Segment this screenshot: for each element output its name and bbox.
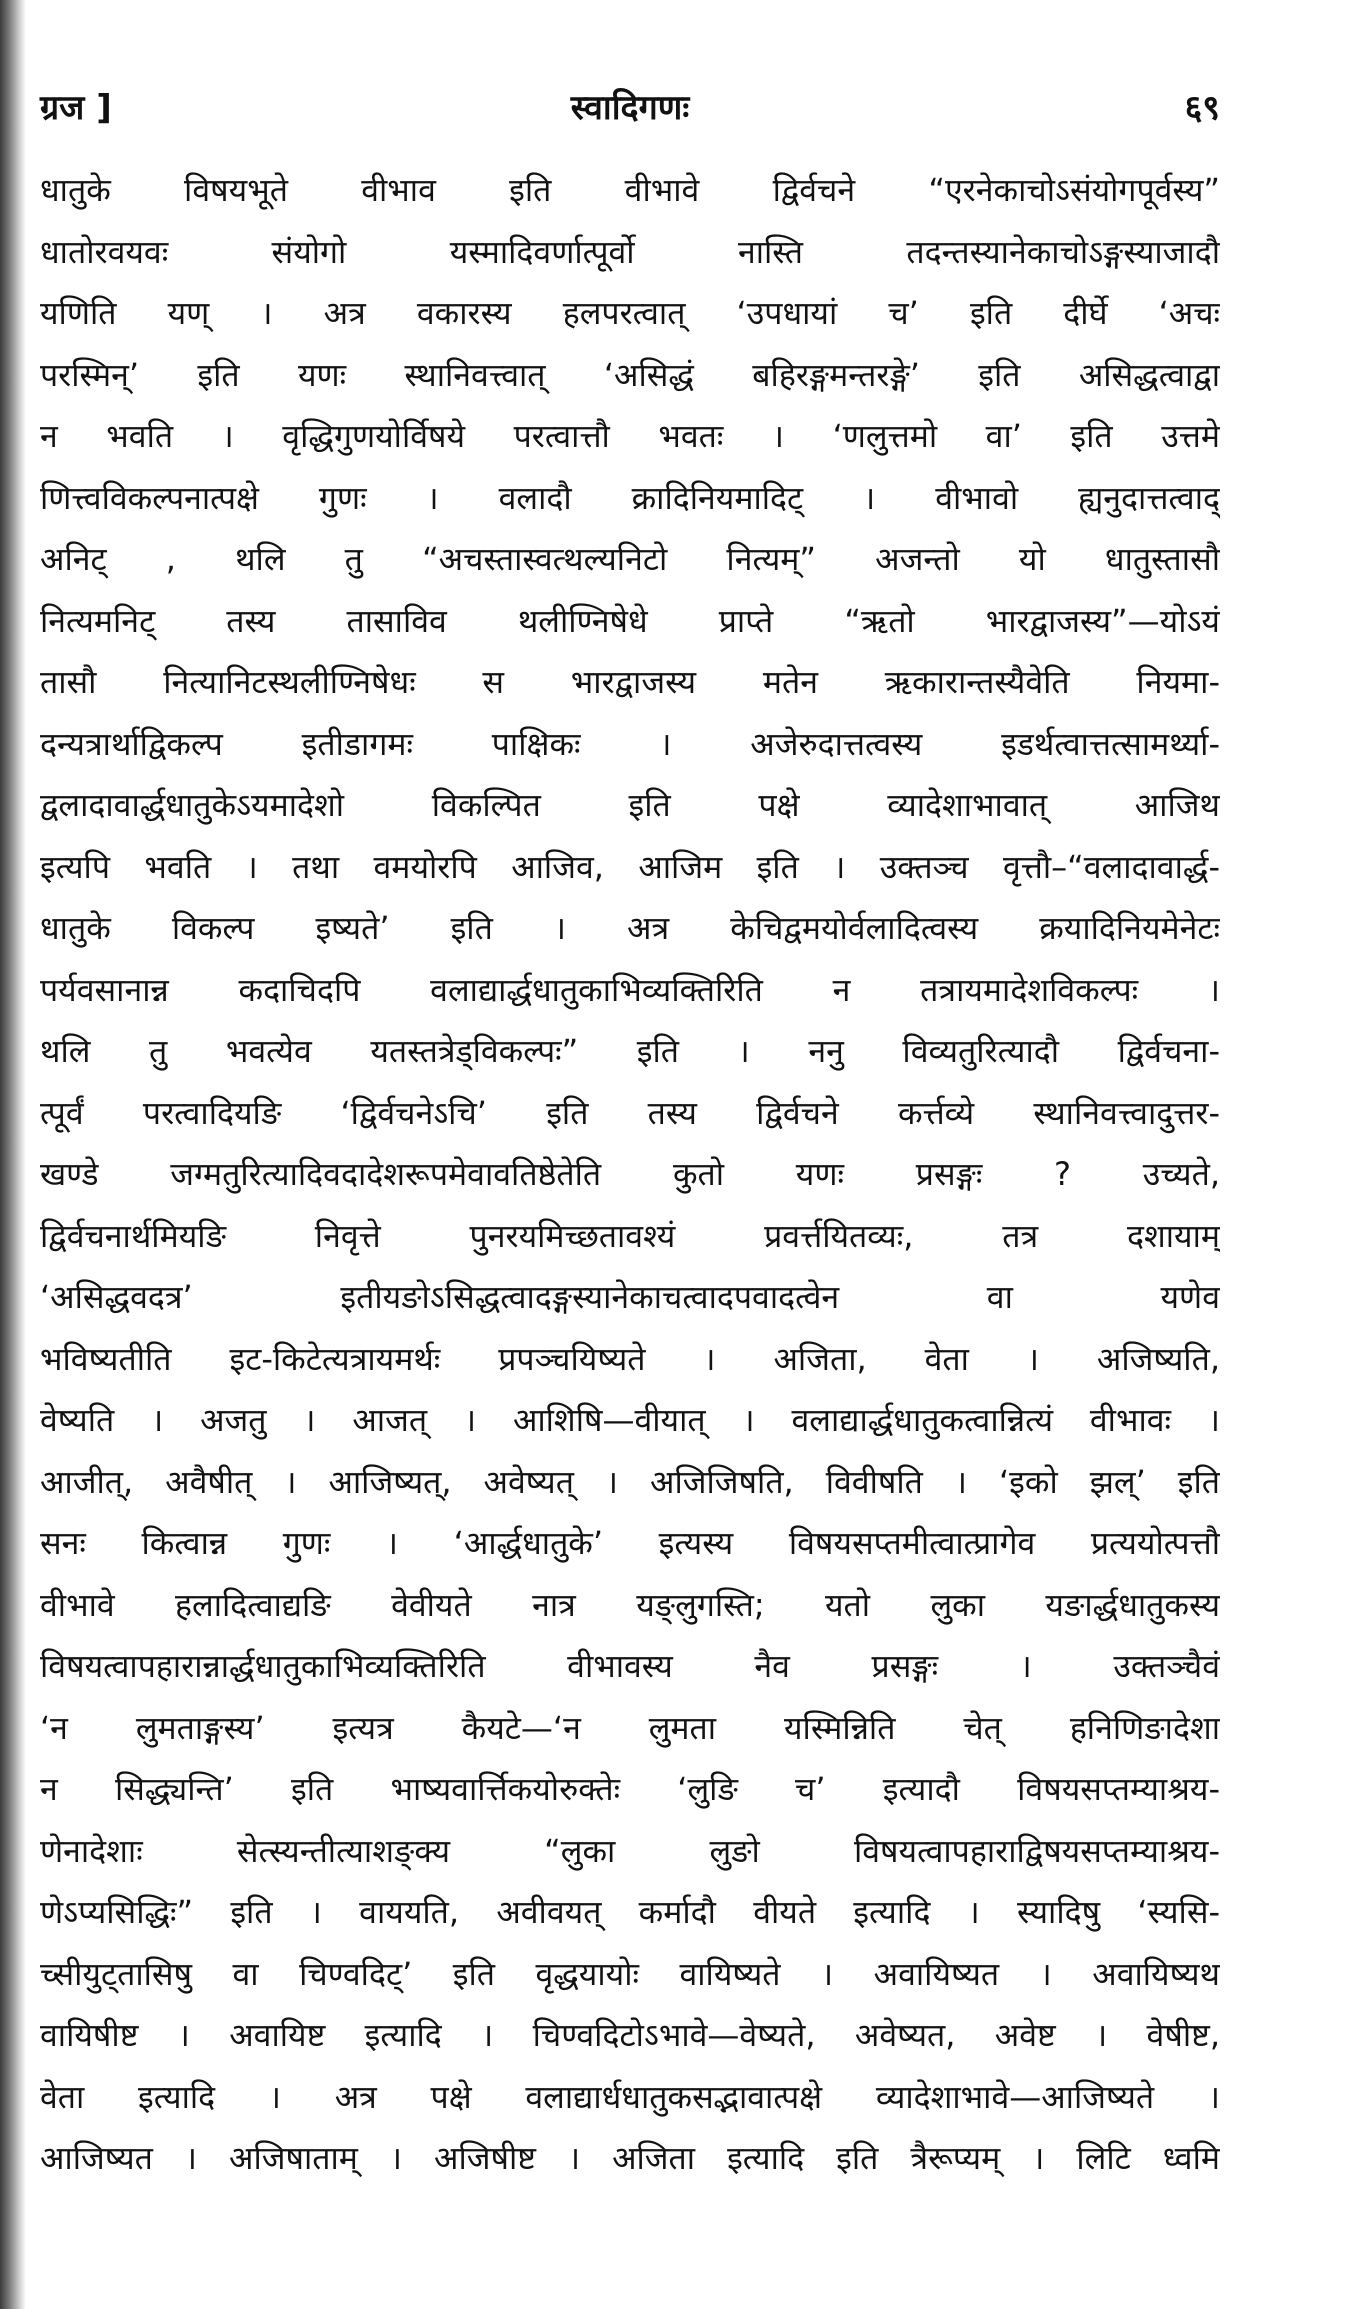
text-line: ‘असिद्धवदत्र’ इतीयङोऽसिद्धत्वादङ्गस्यानेकाचत्वादपवादत्वेन वा यणेव bbox=[40, 1278, 1220, 1316]
text-line: तासौ नित्यानिटस्थलीण्निषेधः स भारद्वाजस्य मतेन ऋकारान्तस्यैवेति नियमा- bbox=[40, 663, 1220, 701]
text-line: सनः कित्वान्न गुणः । ‘आर्द्धधातुके’ इत्यस्य विषयसप्तमीत्वात्प्रागेव प्रत्ययोत्पत्तौ bbox=[40, 1524, 1220, 1562]
text-line: धातुके विकल्प इष्यते’ इति । अत्र केचिद्वमयोर्वलादित्वस्य क्रयादिनियमेनेटः bbox=[40, 909, 1220, 947]
text-line: णेनादेशाः सेत्स्यन्तीत्याशङ्क्य “लुका लुङो विषयत्वापहाराद्विषयसप्तम्याश्रय- bbox=[40, 1831, 1220, 1870]
page-header bbox=[40, 78, 1220, 138]
text-line: वेष्यति । अजतु । आजत् । आशिषि—वीयात् । वलाद्यार्द्धधातुकत्वान्नित्यं वीभावः । bbox=[40, 1401, 1220, 1439]
text-line: भविष्यतीति इट-किटेत्यत्रायमर्थः प्रपञ्चयिष्यते । अजिता, वेता । अजिष्यति, bbox=[40, 1339, 1220, 1378]
text-line: वायिषीष्ट । अवायिष्ट इत्यादि । चिण्वदिटोऽभावे—वेष्यते, अवेष्यत, अवेष्ट । वेषीष्ट, bbox=[40, 2016, 1220, 2054]
text-line: नित्यमनिट् तस्य तासाविव थलीण्निषेधे प्राप्ते “ऋतो भारद्वाजस्य”—योऽयं bbox=[40, 601, 1220, 640]
text-line: दन्यत्रार्थाद्विकल्प इतीडागमः पाक्षिकः । अजेरुदात्तत्वस्य इडर्थत्वात्तत्सामर्थ्या- bbox=[40, 724, 1220, 763]
text-line: परस्मिन्’ इति यणः स्थानिवत्त्वात् ‘असिद्धं बहिरङ्गमन्तरङ्गे’ इति असिद्धत्वाद्वा bbox=[40, 355, 1220, 394]
running-head: ग्रज ] bbox=[40, 88, 112, 128]
text-line: द्वलादावार्द्धधातुकेऽयमादेशो विकल्पित इति पक्षे व्यादेशाभावात् आजिथ bbox=[40, 786, 1220, 824]
text-line: न सिद्ध्यन्ति’ इति भाष्यवार्त्तिकयोरुक्तेः ‘लुङि च’ इत्यादौ विषयसप्तम्याश्रय- bbox=[40, 1770, 1220, 1808]
text-line: थलि तु भवत्येव यतस्तत्रेड्विकल्पः” इति । ननु विव्यतुरित्यादौ द्विर्वचना- bbox=[40, 1032, 1220, 1070]
text-line: द्विर्वचनार्थमियङि निवृत्ते पुनरयमिच्छतावश्यं प्रवर्त्तयितव्यः, तत्र दशायाम् bbox=[40, 1216, 1220, 1255]
page-title: स्वादिगणः bbox=[570, 88, 690, 128]
text-line: इत्यपि भवति । तथा वमयोरपि आजिव, आजिम इति । उक्तञ्च वृत्तौ–“वलादावार्द्ध- bbox=[40, 847, 1220, 886]
text-line: अनिट् , थलि तु “अचस्तास्वत्थल्यनिटो नित्यम्” अजन्तो यो धातुस्तासौ bbox=[40, 540, 1220, 578]
text-line: धातुके विषयभूते वीभाव इति वीभावे द्विर्वचने “एरनेकाचोऽसंयोगपूर्वस्य” bbox=[40, 171, 1220, 209]
text-line: च्सीयुट्तासिषु वा चिण्वदिट्’ इति वृद्धयायोः वायिष्यते । अवायिष्यत । अवायिष्यथ bbox=[40, 1954, 1220, 1993]
text-line: णेऽप्यसिद्धिः” इति । वाययति, अवीवयत् कर्मादौ वीयते इत्यादि । स्यादिषु ‘स्यसि- bbox=[40, 1893, 1220, 1931]
text-line: आजिष्यत । अजिषाताम् । अजिषीष्ट । अजिता इत्यादि इति त्रैरूप्यम् । लिटि ध्वमि bbox=[40, 2139, 1220, 2177]
body-text bbox=[40, 160, 1220, 2190]
text-line: वेता इत्यादि । अत्र पक्षे वलाद्यार्धधातुकसद्भावात्पक्षे व्यादेशाभावे—आजिष्यते । bbox=[40, 2077, 1220, 2116]
text-line: आजीत्, अवैषीत् । आजिष्यत्, अवेष्यत् । अजिजिषति, विवीषति । ‘इको झल्’ इति bbox=[40, 1462, 1220, 1501]
text-line: ‘न लुमताङ्गस्य’ इत्यत्र कैयटे—‘न लुमता यस्मिन्निति चेत् हनिणिङादेशा bbox=[40, 1708, 1220, 1747]
text-line: त्पूर्वं परत्वादियङि ‘द्विर्वचनेऽचि’ इति तस्य द्विर्वचने कर्त्तव्ये स्थानिवत्त्वादुत्तर- bbox=[40, 1093, 1220, 1132]
text-line: णित्त्वविकल्पनात्पक्षे गुणः । वलादौ क्रादिनियमादिट् । वीभावो ह्यनुदात्तत्वाद् bbox=[40, 478, 1220, 517]
binding-shadow bbox=[0, 0, 26, 2309]
text-line: धातोरवयवः संयोगो यस्मादिवर्णात्पूर्वो नास्ति तदन्तस्यानेकाचोऽङ्गस्याजादौ bbox=[40, 232, 1220, 271]
text-line: न भवति । वृद्धिगुणयोर्विषये परत्वात्तौ भवतः । ‘णलुत्तमो वा’ इति उत्तमे bbox=[40, 417, 1220, 455]
text-line: विषयत्वापहारान्नार्द्धधातुकाभिव्यक्तिरिति वीभावस्य नैव प्रसङ्गः । उक्तञ्चैवं bbox=[40, 1647, 1220, 1685]
text-line: वीभावे हलादित्वाद्यङि वेवीयते नात्र यङ्लुगस्ति; यतो लुका यङार्द्धधातुकस्य bbox=[40, 1585, 1220, 1624]
text-line: पर्यवसानान्न कदाचिदपि वलाद्यार्द्धधातुकाभिव्यक्तिरिति न तत्रायमादेशविकल्पः । bbox=[40, 970, 1220, 1009]
text-line: यणिति यण् । अत्र वकारस्य हलपरत्वात् ‘उपधायां च’ इति दीर्घे ‘अचः bbox=[40, 294, 1220, 332]
page-number: ६९ bbox=[1184, 88, 1220, 128]
text-line: खण्डे जग्मतुरित्यादिवदादेशरूपमेवावतिष्ठेतेति कुतो यणः प्रसङ्गः ? उच्यते, bbox=[40, 1155, 1220, 1193]
